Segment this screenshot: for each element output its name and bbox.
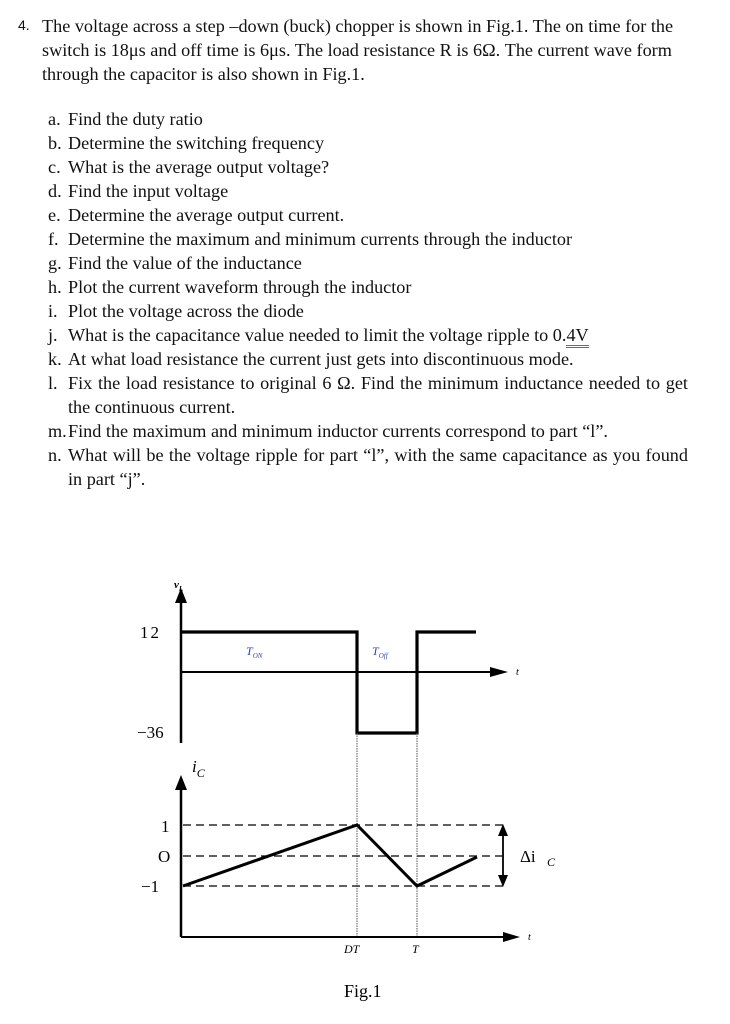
ton-label: $T_{ON}$	[246, 644, 263, 660]
part-label: d.	[48, 181, 62, 201]
vl-t-axis-arrowhead	[490, 667, 508, 677]
part-label: c.	[48, 157, 61, 177]
ic-tick-0: O	[158, 847, 171, 866]
spellcheck-underlined-text: 4V	[566, 325, 588, 348]
ic-t-label: t	[528, 932, 531, 943]
part-label: l.	[48, 373, 58, 393]
part-label: n.	[48, 445, 62, 465]
vl-y-label: $v_L$	[174, 579, 184, 593]
ripple-label-sub: C	[547, 855, 556, 869]
part-label: b.	[48, 133, 62, 153]
part-label: i.	[48, 301, 58, 321]
part-text: Determine the average output current.	[68, 205, 345, 225]
ic-y-axis-arrowhead	[175, 775, 187, 790]
part-text: What is the average output voltage?	[68, 157, 330, 177]
part-label: k.	[48, 349, 62, 369]
part-text: Find the maximum and minimum inductor currents correspond to part “l”.	[68, 421, 608, 441]
ripple-arrowhead-down	[498, 875, 508, 887]
part-text: Find the value of the inductance	[68, 253, 302, 273]
part-text: What is the capacitance value needed to limit the voltage ripple to 0.	[68, 325, 567, 345]
part-text: Determine the maximum and minimum currents through the inductor	[68, 229, 573, 249]
part-label: g.	[48, 253, 62, 273]
part-label: f.	[48, 229, 59, 249]
figure-caption: Fig.1	[344, 981, 382, 1001]
part-label: h.	[48, 277, 62, 297]
ic-t-axis-arrowhead	[503, 932, 520, 942]
part-text: Determine the switching frequency	[68, 133, 325, 153]
vl-tick-minus36: −36	[137, 723, 164, 742]
x-tick-dt: DT	[344, 942, 360, 956]
part-label: e.	[48, 205, 61, 225]
part-text: Find the input voltage	[68, 181, 229, 201]
part-label: a.	[48, 109, 61, 129]
question-text: The voltage across a step –down (buck) chopper is shown in Fig.1. The on time for the switch is 18μs and off time is 6μs. The load resistance R is 6Ω. The current wave form through the capacitor is also shown in Fig.1.	[42, 16, 674, 84]
part-text: Find the duty ratio	[68, 109, 203, 129]
part-text: Fix the load resistance to original 6 Ω. Find the minimum inductance needed to get the continuous current.	[68, 373, 688, 417]
vl-t-label: t	[516, 667, 519, 678]
ic-tick-minus1: −1	[141, 877, 160, 896]
toff-label: $T_{Off}$	[372, 644, 388, 660]
ic-plot	[141, 757, 556, 956]
ic-y-label: $i_C$	[192, 757, 205, 780]
ripple-arrowhead-up	[498, 824, 508, 836]
part-text: Plot the current waveform through the inductor	[68, 277, 412, 297]
vl-tick-12: 12	[140, 623, 161, 642]
ic-tick-1: 1	[161, 817, 170, 836]
part-text: What will be the voltage ripple for part “l”, with the same capacitance as you found in part “j”.	[68, 445, 688, 489]
part-text: Plot the voltage across the diode	[68, 301, 304, 321]
vl-waveform	[181, 632, 476, 733]
ripple-label: Δi	[520, 847, 536, 866]
x-tick-t: T	[412, 942, 419, 956]
question-number: 4.	[18, 17, 30, 33]
part-label: j.	[48, 325, 58, 345]
part-label: m.	[48, 421, 67, 441]
part-text: At what load resistance the current just gets into discontinuous mode.	[68, 349, 574, 369]
